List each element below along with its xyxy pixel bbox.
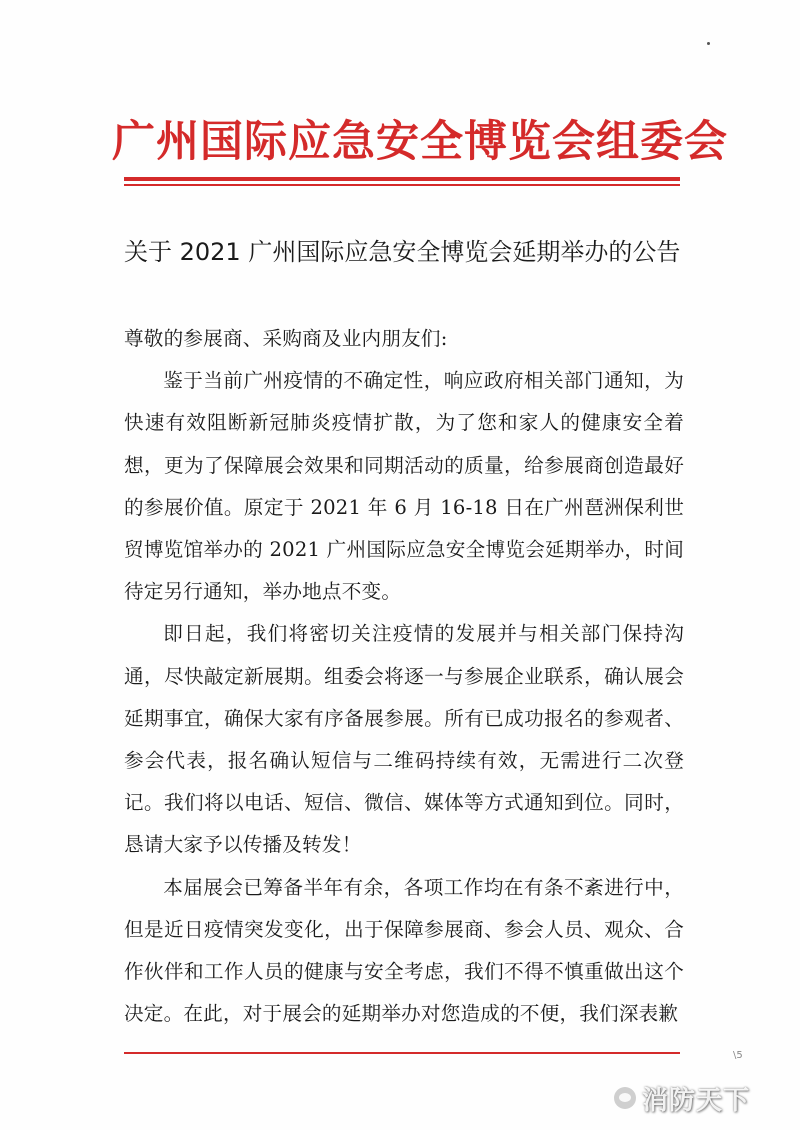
document-title: 关于 2021 广州国际应急安全博览会延期举办的公告	[124, 238, 681, 266]
footer-rule	[124, 1052, 680, 1054]
paragraph-1: 鉴于当前广州疫情的不确定性，响应政府相关部门通知，为快速有效阻断新冠肺炎疫情扩散，为了您和家人的健康安全着想，更为了保障展会效果和同期活动的质量，给参展商创造最好的参展价值。原定于 2021 年 6 月 16-18 日在广州琶洲保利世贸博览馆举办的 2021 广州国际应急安全博览会延期举办，时间待定另行通知，举办地点不变。	[124, 369, 684, 604]
organization-header: 广州国际应急安全博览会组委会	[112, 117, 728, 167]
header-rule-thin	[124, 184, 680, 186]
paragraph-2: 即日起，我们将密切关注疫情的发展并与相关部门保持沟通，尽快敲定新展期。组委会将逐一与参展企业联系，确认展会延期事宜，确保大家有序备展参展。所有已成功报名的参观者、参会代表，报名确认短信与二维码持续有效，无需进行二次登记。我们将以电话、短信、微信、媒体等方式通知到位。同时，恳请大家予以传播及转发！	[124, 622, 684, 857]
greeting: 尊敬的参展商、采购商及业内朋友们:	[124, 327, 448, 350]
scan-dot	[707, 42, 710, 45]
document-body	[124, 318, 684, 1035]
page-mark: \5	[733, 1050, 743, 1061]
paragraph-3: 本届展会已筹备半年有余，各项工作均在有条不紊进行中，但是近日疫情突发变化，出于保障参展商、参会人员、观众、合作伙伴和工作人员的健康与安全考虑，我们不得不慎重做出这个决定。在此，对于展会的延期举办对您造成的不便，我们深表歉	[124, 875, 684, 1026]
header-rule-thick	[124, 177, 680, 181]
watermark	[614, 1078, 750, 1118]
watermark-text: 消防天下	[642, 1085, 751, 1116]
wechat-icon	[614, 1087, 636, 1109]
